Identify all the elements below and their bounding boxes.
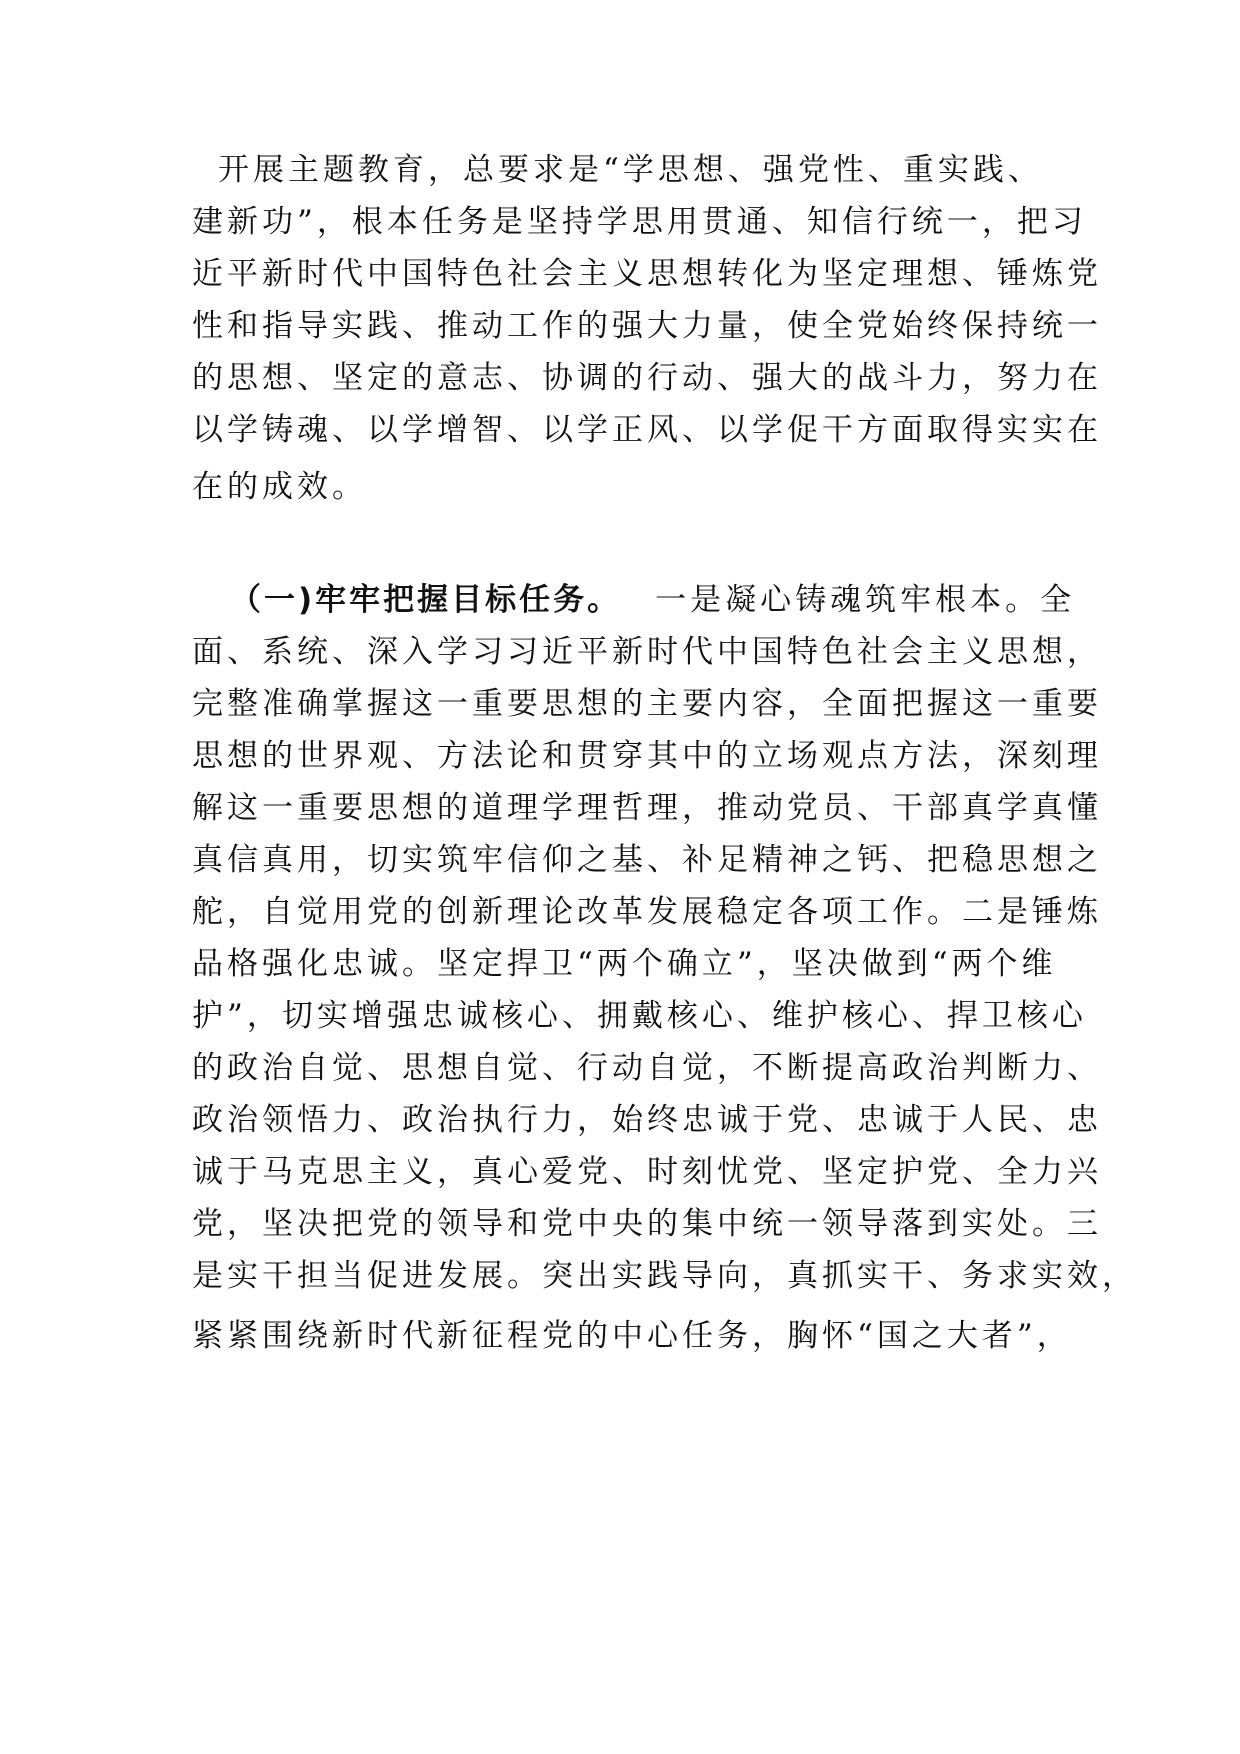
paragraph-line: 是实干担当促进发展。突出实践导向，真抓实干、务求实效，	[192, 1258, 1137, 1294]
paragraph-line: 思想的世界观、方法论和贯穿其中的立场观点方法，深刻理	[192, 738, 1102, 774]
paragraph-line: 品格强化忠诚。坚定捍卫“两个确立”，坚决做到“两个维	[192, 946, 1057, 982]
paragraph-line: 政治领悟力、政治执行力，始终忠诚于党、忠诚于人民、忠	[192, 1102, 1102, 1138]
paragraph-text: 一是凝心铸魂筑牢根本。全	[655, 582, 1076, 618]
paragraph-line: 解这一重要思想的道理学理哲理，推动党员、干部真学真懂	[192, 790, 1102, 826]
paragraph-line: 面、系统、深入学习习近平新时代中国特色社会主义思想，	[192, 634, 1102, 670]
section-heading: （一)牢牢把握目标任务。	[230, 582, 622, 618]
paragraph-line: 性和指导实践、推动工作的强大力量，使全党始终保持统一	[192, 308, 1102, 344]
paragraph-line: 在的成效。	[192, 469, 367, 505]
paragraph-first-line	[230, 580, 1075, 620]
paragraph-line: 护”，切实增强忠诚核心、拥戴核心、维护核心、捍卫核心	[192, 998, 1087, 1034]
paragraph-line: 的政治自觉、思想自觉、行动自觉，不断提高政治判断力、	[192, 1050, 1102, 1086]
paragraph-line: 紧紧围绕新时代新征程党的中心任务，胸怀“国之大者”，	[192, 1318, 1072, 1354]
paragraph-line: 党，坚决把党的领导和党中央的集中统一领导落到实处。三	[192, 1206, 1102, 1242]
paragraph-line: 舵，自觉用党的创新理论改革发展稳定各项工作。二是锤炼	[192, 894, 1102, 930]
paragraph-line: 完整准确掌握这一重要思想的主要内容，全面把握这一重要	[192, 686, 1102, 722]
paragraph-line: 建新功”，根本任务是坚持学思用贯通、知信行统一，把习	[192, 204, 1087, 240]
paragraph-line: 诚于马克思主义，真心爱党、时刻忧党、坚定护党、全力兴	[192, 1154, 1102, 1190]
paragraph-line: 以学铸魂、以学增智、以学正风、以学促干方面取得实实在	[192, 412, 1102, 448]
paragraph-line: 真信真用，切实筑牢信仰之基、补足精神之钙、把稳思想之	[192, 842, 1102, 878]
paragraph-line: 开展主题教育，总要求是“学思想、强党性、重实践、	[218, 152, 1043, 188]
paragraph-line: 近平新时代中国特色社会主义思想转化为坚定理想、锤炼党	[192, 256, 1102, 292]
paragraph-line: 的思想、坚定的意志、协调的行动、强大的战斗力，努力在	[192, 360, 1102, 396]
